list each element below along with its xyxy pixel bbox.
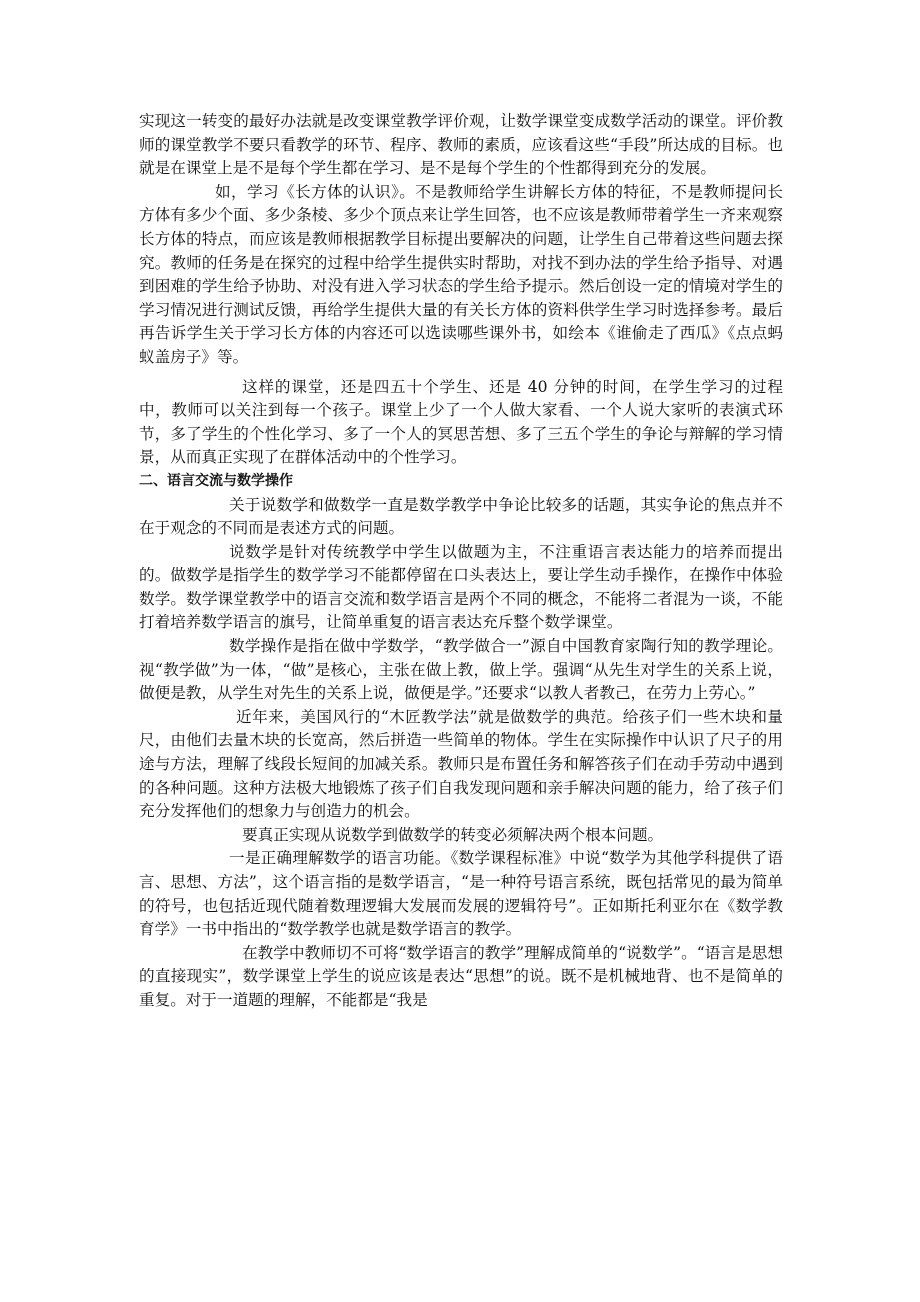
paragraph-2: 如，学习《长方体的认识》。不是教师给学生讲解长方体的特征，不是教师提问长方体有多少个面、多少条棱、多少个顶点来让学生回答，也不应该是教师带着学生一齐来观察长方体的特点，而应该是教师根据教学目标提出要解决的问题，让学生自己带着这些问题去探究。教师的任务是在探究的过程中给学生提供实时帮助，对找不到办法的学生给予指导、对遇到困难的学生给予协助、对没有进入学习状态的学生给予提示。然后创设一定的情境对学生的学习情况进行测试反馈，再给学生提供大量的有关长方体的资料供学生学习时选择参考。最后再告诉学生关于学习长方体的内容还可以选读哪些课外书，如绘本《谁偷走了西瓜》《点点蚂蚁盖房子》等。 — [139, 182, 783, 366]
paragraph-5: 说数学是针对传统教学中学生以做题为主，不注重语言表达能力的培养而提出的。做数学是指学生的数学学习不能都停留在口头表达上，要让学生动手操作，在操作中体验数学。数学课堂教学中的语言交流和数学语言是两个不同的概念，不能将二者混为一谈，不能打着培养数学语言的旗号，让简单重复的语言表达充斥整个数学课堂。 — [139, 542, 783, 632]
paragraph-3: 这样的课堂，还是四五十个学生、还是 40 分钟的时间，在学生学习的过程中，教师可以关注到每一个孩子。课堂上少了一个人做大家看、一个人说大家听的表演式环节，多了学生的个性化学习、多了一个人的冥思苦想、多了三五个学生的争论与辩解的学习情景，从而真正实现了在群体活动中的个性学习。 — [139, 377, 783, 467]
paragraph-9: 一是正确理解数学的语言功能。《数学课程标准》中说“数学为其他学科提供了语言、思想、方法”，这个语言指的是数学语言，“是一种符号语言系统，既包括常见的最为简单的符号，也包括近现代随着数理逻辑大发展而发展的逻辑符号”。正如斯托利亚尔在《数学教育学》一书中指出的“数学教学也就是数学语言的教学。 — [139, 849, 783, 939]
paragraph-6: 数学操作是指在做中学数学，“教学做合一”源自中国教育家陶行知的教学理论。视“教学做”为一体，“做”是核心，主张在做上教，做上学。强调“从先生对学生的关系上说，做便是教，从学生对先生的关系上说，做便是学。”还要求“以教人者教己，在劳力上劳心。” — [139, 637, 783, 703]
document-page — [139, 110, 783, 1013]
section-heading-2: 二、语言交流与数学操作 — [139, 472, 293, 489]
paragraph-1: 实现这一转变的最好办法就是改变课堂教学评价观，让数学课堂变成数学活动的课堂。评价教师的课堂教学不要只看教学的环节、程序、教师的素质，应该看这些“手段”所达成的目标。也就是在课堂上是不是每个学生都在学习、是不是每个学生的个性都得到充分的发展。 — [139, 112, 783, 178]
paragraph-10: 在教学中教师切不可将“数学语言的教学”理解成简单的“说数学”。“语言是思想的直接现实”，数学课堂上学生的说应该是表达“思想”的说。既不是机械地背、也不是简单的重复。对于一道题的理解，不能都是“我是 — [139, 943, 783, 1009]
paragraph-4: 关于说数学和做数学一直是数学教学中争论比较多的话题，其实争论的焦点并不在于观念的不同而是表述方式的问题。 — [139, 495, 783, 538]
paragraph-8: 要真正实现从说数学到做数学的转变必须解决两个根本问题。 — [242, 825, 664, 844]
paragraph-7: 近年来，美国风行的“木匠教学法”就是做数学的典范。给孩子们一些木块和量尺，由他们去量木块的长宽高，然后拼造一些简单的物体。学生在实际操作中认识了尺子的用途与方法，理解了线段长短间的加减关系。教师只是布置任务和解答孩子们在动手劳动中遇到的各种问题。这种方法极大地锻炼了孩子们自我发现问题和亲手解决问题的能力，给了孩子们充分发挥他们的想象力与创造力的机会。 — [139, 707, 783, 821]
